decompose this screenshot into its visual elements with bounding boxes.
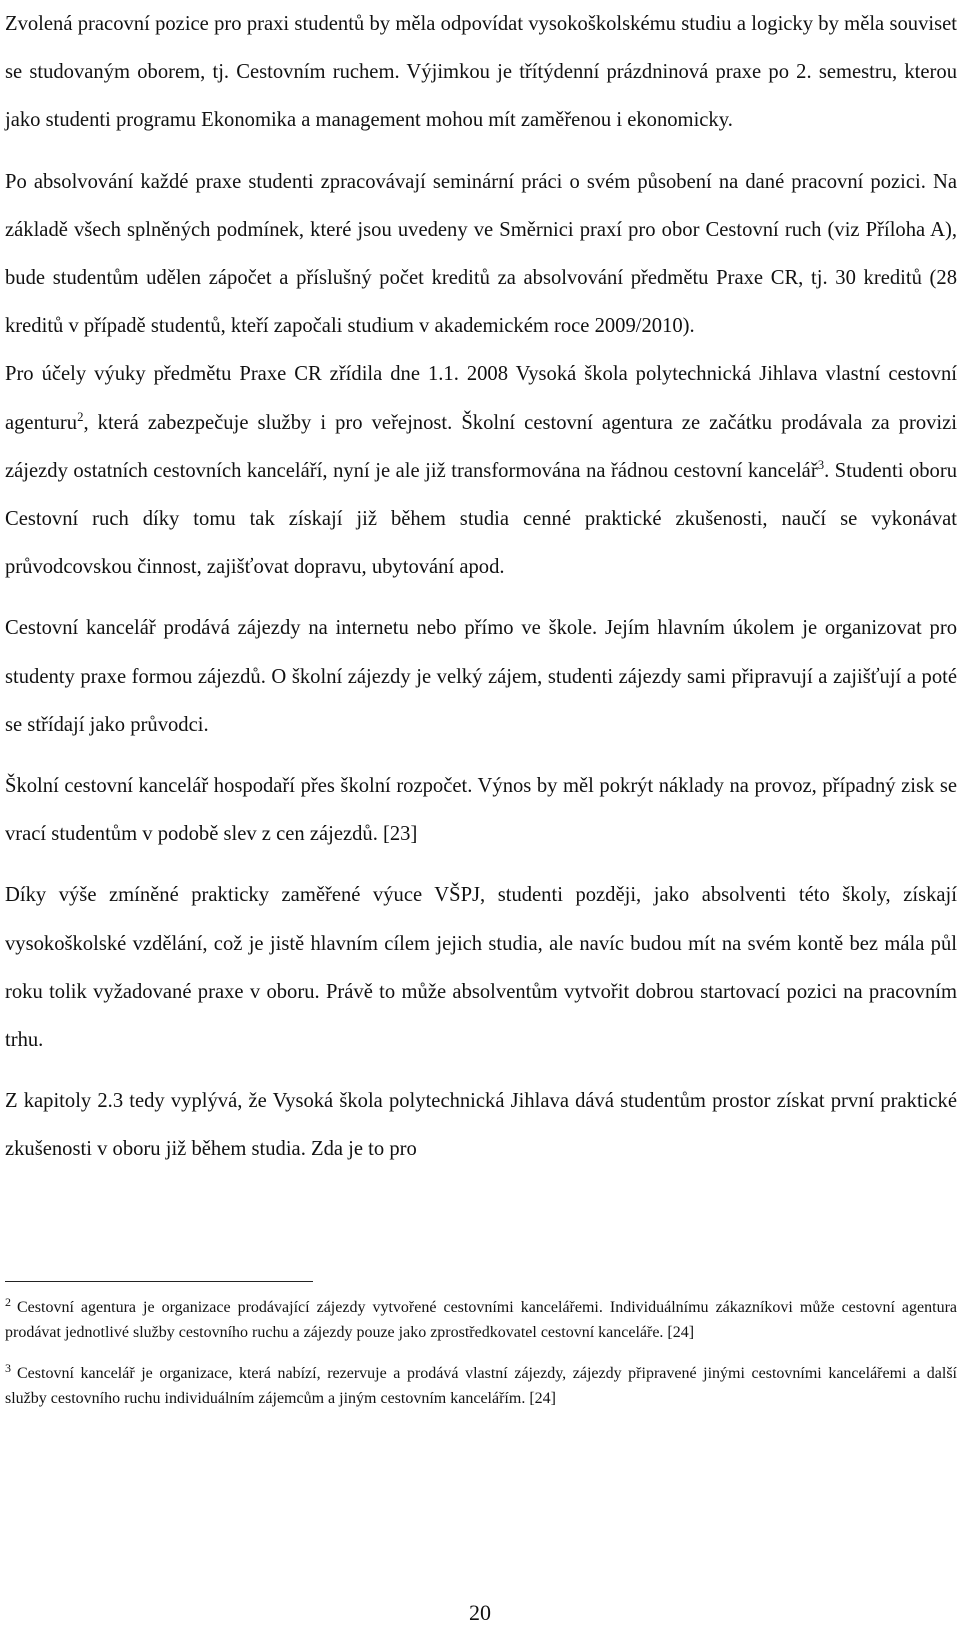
footnote-text: Cestovní kancelář je organizace, která nabízí, rezervuje a prodává vlastní zájezdy, zájezdy připravené jinými cestovními kancelářemi a další služby cestovního ruchu individuálním zájemcům a jiným cestovním kancelářím. [24] [5,1365,957,1407]
paragraph-travel-agency [5,350,957,591]
paragraph-text: , která zabezpečuje služby i pro veřejnost. Školní cestovní agentura ze začátku prodávala za provizi zájezdy ostatních cestovních kanceláří, nyní je ale již transformována na řádnou cestovní kancelář [5,411,957,482]
body-text [5,0,957,1174]
footnote-reference-2: 2 [77,409,84,424]
footnotes [5,1296,957,1411]
paragraph-text: . Studenti oboru Cestovní ruch díky tomu tak získají již během studia cenné praktické zkušenosti, naučí se vykonávat průvodcovskou činnost, zajišťovat dopravu, ubytování apod. [5,459,958,579]
paragraph-budget: Školní cestovní kancelář hospodaří přes školní rozpočet. Výnos by měl pokrýt náklady na provoz, případný zisk se vrací studentům v podobě slev z cen zájezdů. [23] [5,775,957,846]
footnote-separator [5,1281,313,1282]
footnote-3 [5,1362,957,1411]
footnote-mark: 3 [5,1361,11,1375]
paragraph-seminar-work: Po absolvování každé praxe studenti zpracovávají seminární práci o svém působení na dané pracovní pozici. Na základě všech splněných podmínek, které jsou uvedeny ve Směrnici praxí pro obor Cestovní ruch (viz Příloha A), bude studentům udělen zápočet a příslušný počet kreditů za absolvování předmětu Praxe CR, tj. 30 kreditů (28 kreditů v případě studentů, kteří započali studium v akademickém roce 2009/2010). [5,170,957,338]
paragraph-chapter-summary: Z kapitoly 2.3 tedy vyplývá, že Vysoká škola polytechnická Jihlava dává studentům prostor získat první praktické zkušenosti v oboru již během studia. Zda je to pro [5,1090,957,1161]
footnote-reference-3: 3 [817,457,825,472]
paragraph-text: Pro účely výuky předmětu Praxe CR zřídila dne 1.1. 2008 Vysoká škola polytechnická Jihlava vlastní cestovní agenturu [5,363,957,434]
footnote-2 [5,1296,957,1345]
footnote-text: Cestovní agentura je organizace prodávající zájezdy vytvořené cestovními kancelářemi. Individuálnímu zákazníkovi může cestovní agentura prodávat jednotlivé služby cestovního ruchu a zájezdy pouze jako zprostředkovatel cestovní kanceláře. [24] [5,1299,957,1341]
footnote-mark: 2 [5,1295,11,1309]
paragraph-agency-sales: Cestovní kancelář prodává zájezdy na internetu nebo přímo ve škole. Jejím hlavním úkolem je organizovat pro studenty praxe formou zájezdů. O školní zájezdy je velký zájem, studenti zájezdy sami připravují a zajišťují a poté se střídají jako průvodci. [5,617,957,736]
paragraph-internship-position: Zvolená pracovní pozice pro praxi studentů by měla odpovídat vysokoškolskému studiu a logicky by měla souviset se studovaným oborem, tj. Cestovním ruchem. Výjimkou je třítýdenní prázdninová praxe po 2. semestru, kterou jako studenti programu Ekonomika a management mohou mít zaměřenou i ekonomicky. [5,13,957,132]
page-number: 20 [469,1600,491,1625]
paragraph-graduates: Díky výše zmíněné prakticky zaměřené výuce VŠPJ, studenti později, jako absolventi této školy, získají vysokoškolské vzdělání, což je jistě hlavním cílem jejich studia, ale navíc budou mít na svém kontě bez mála půl roku tolik vyžadované praxe v oboru. Právě to může absolventům vytvořit dobrou startovací pozici na pracovním trhu. [5,884,957,1052]
